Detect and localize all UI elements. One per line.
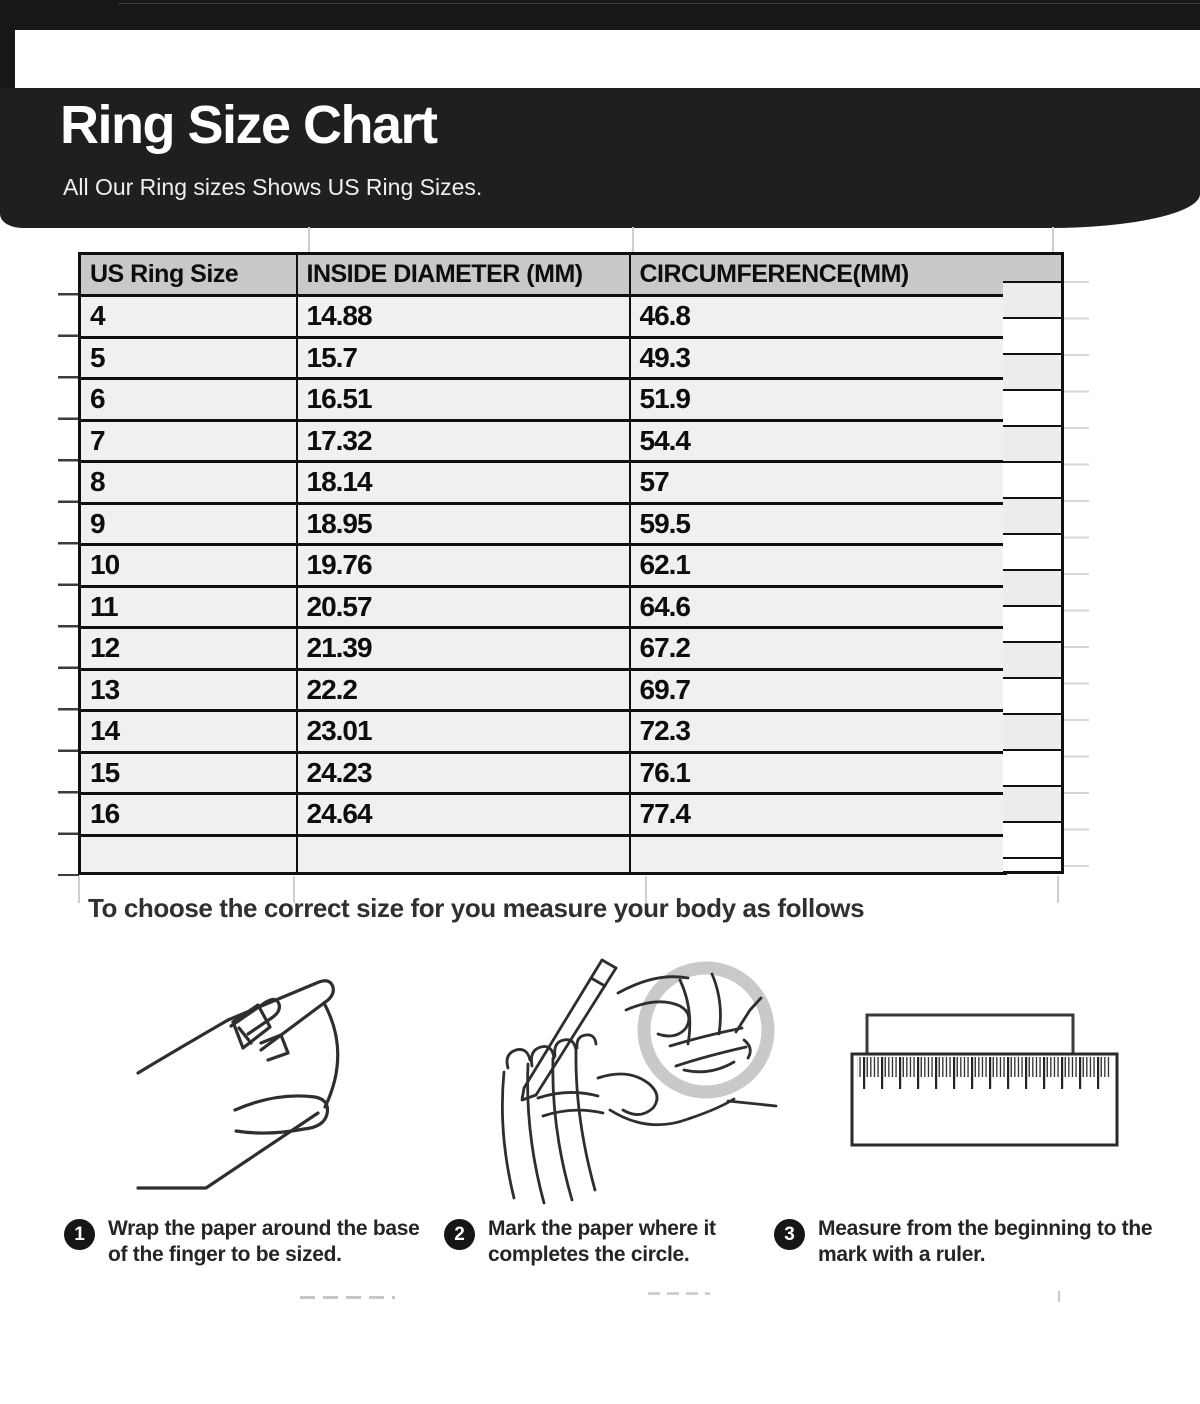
table-cell: 54.4 xyxy=(630,420,1005,462)
empty-cell xyxy=(297,835,630,873)
step-2 xyxy=(444,1216,750,1268)
background-spreadsheet-column xyxy=(1003,252,1064,874)
table-cell: 6 xyxy=(80,379,297,421)
column-header-circumference: CIRCUMFERENCE(MM) xyxy=(630,254,1005,296)
step-3 xyxy=(774,1216,1170,1268)
spreadsheet-cell xyxy=(1003,535,1061,571)
table-cell: 16.51 xyxy=(297,379,630,421)
table-cell: 20.57 xyxy=(297,586,630,628)
ring-size-table xyxy=(78,252,1007,875)
faded-artifact xyxy=(300,1296,395,1299)
table-row xyxy=(80,794,1005,836)
top-white-band xyxy=(15,30,1200,88)
table-cell: 18.14 xyxy=(297,462,630,504)
step-number-badge: 2 xyxy=(444,1219,475,1250)
grid-line xyxy=(1052,227,1054,253)
grid-line xyxy=(308,227,310,253)
table-cell: 22.2 xyxy=(297,669,630,711)
spreadsheet-cell xyxy=(1003,499,1061,535)
table-cell: 24.23 xyxy=(297,752,630,794)
table-cell: 46.8 xyxy=(630,296,1005,338)
table-cell: 11 xyxy=(80,586,297,628)
empty-table-row xyxy=(80,835,1005,873)
column-header-us-ring-size: US Ring Size xyxy=(80,254,297,296)
faded-artifact xyxy=(1058,1291,1060,1302)
table-cell: 14.88 xyxy=(297,296,630,338)
table-cell: 67.2 xyxy=(630,628,1005,670)
table-cell: 9 xyxy=(80,503,297,545)
table-row xyxy=(80,462,1005,504)
table-cell: 77.4 xyxy=(630,794,1005,836)
table-header-row xyxy=(80,254,1005,296)
table-row xyxy=(80,545,1005,587)
table-cell: 14 xyxy=(80,711,297,753)
grid-line xyxy=(78,876,80,903)
step-1 xyxy=(64,1216,430,1268)
table-cell: 15.7 xyxy=(297,337,630,379)
page-title: Ring Size Chart xyxy=(60,95,437,155)
table-cell: 19.76 xyxy=(297,545,630,587)
spreadsheet-cell xyxy=(1003,571,1061,607)
hand-marking-paper-icon xyxy=(498,948,788,1213)
top-hairline xyxy=(118,3,1200,4)
table-cell: 18.95 xyxy=(297,503,630,545)
table-cell: 7 xyxy=(80,420,297,462)
column-header-inside-diameter: INSIDE DIAMETER (MM) xyxy=(297,254,630,296)
step-text: Mark the paper where it completes the circle. xyxy=(488,1217,716,1266)
table-cell: 69.7 xyxy=(630,669,1005,711)
table-row xyxy=(80,752,1005,794)
table-cell: 72.3 xyxy=(630,711,1005,753)
step-text: Wrap the paper around the base of the finger to be sized. xyxy=(108,1217,420,1266)
table-cell: 4 xyxy=(80,296,297,338)
table-cell: 12 xyxy=(80,628,297,670)
spreadsheet-cell xyxy=(1003,463,1061,499)
table-row xyxy=(80,628,1005,670)
step-number-badge: 1 xyxy=(64,1219,95,1250)
empty-cell xyxy=(630,835,1005,873)
size-table-body xyxy=(80,296,1005,836)
spreadsheet-cell xyxy=(1003,823,1061,859)
table-cell: 13 xyxy=(80,669,297,711)
table-cell: 8 xyxy=(80,462,297,504)
table-cell: 21.39 xyxy=(297,628,630,670)
grid-line xyxy=(1057,876,1059,903)
step-text: Measure from the beginning to the mark with a ruler. xyxy=(818,1217,1153,1266)
table-cell: 24.64 xyxy=(297,794,630,836)
top-black-bar xyxy=(0,0,1200,88)
table-cell: 23.01 xyxy=(297,711,630,753)
table-row xyxy=(80,711,1005,753)
faded-artifact xyxy=(648,1292,710,1295)
spreadsheet-cell xyxy=(1003,355,1061,391)
spreadsheet-cell xyxy=(1003,787,1061,823)
table-cell: 49.3 xyxy=(630,337,1005,379)
table-cell: 59.5 xyxy=(630,503,1005,545)
table-cell: 16 xyxy=(80,794,297,836)
spreadsheet-cell xyxy=(1003,751,1061,787)
ruler-with-paper-strip-icon xyxy=(845,1005,1125,1155)
spreadsheet-cell xyxy=(1003,715,1061,751)
paper-strip xyxy=(867,1015,1073,1057)
table-row xyxy=(80,420,1005,462)
table-cell: 10 xyxy=(80,545,297,587)
spreadsheet-cell xyxy=(1003,255,1061,283)
table-row xyxy=(80,379,1005,421)
table-row xyxy=(80,296,1005,338)
step-number-badge: 3 xyxy=(774,1219,805,1250)
empty-cell xyxy=(80,835,297,873)
grid-ticks-left xyxy=(58,293,79,876)
ruler-major-ticks xyxy=(857,1057,1110,1089)
grid-ticks-right xyxy=(1064,281,1089,877)
table-cell: 17.32 xyxy=(297,420,630,462)
table-row xyxy=(80,669,1005,711)
table-cell: 51.9 xyxy=(630,379,1005,421)
spreadsheet-cell xyxy=(1003,283,1061,319)
spreadsheet-cell xyxy=(1003,427,1061,463)
page-subtitle: All Our Ring sizes Shows US Ring Sizes. xyxy=(63,174,483,200)
table-cell: 15 xyxy=(80,752,297,794)
table-cell: 57 xyxy=(630,462,1005,504)
grid-line xyxy=(632,227,634,253)
hand-with-paper-strip-icon xyxy=(126,968,371,1198)
table-cell: 76.1 xyxy=(630,752,1005,794)
spreadsheet-cell xyxy=(1003,679,1061,715)
spreadsheet-cell xyxy=(1003,643,1061,679)
table-cell: 64.6 xyxy=(630,586,1005,628)
title-banner xyxy=(0,88,1200,228)
table-row xyxy=(80,586,1005,628)
table-row xyxy=(80,503,1005,545)
spreadsheet-cell xyxy=(1003,391,1061,427)
guide-heading: To choose the correct size for you measure your body as follows xyxy=(88,893,865,923)
table-cell: 62.1 xyxy=(630,545,1005,587)
table-row xyxy=(80,337,1005,379)
spreadsheet-cell xyxy=(1003,607,1061,643)
spreadsheet-cell xyxy=(1003,319,1061,355)
magnifier-ring xyxy=(644,968,768,1092)
table-cell: 5 xyxy=(80,337,297,379)
